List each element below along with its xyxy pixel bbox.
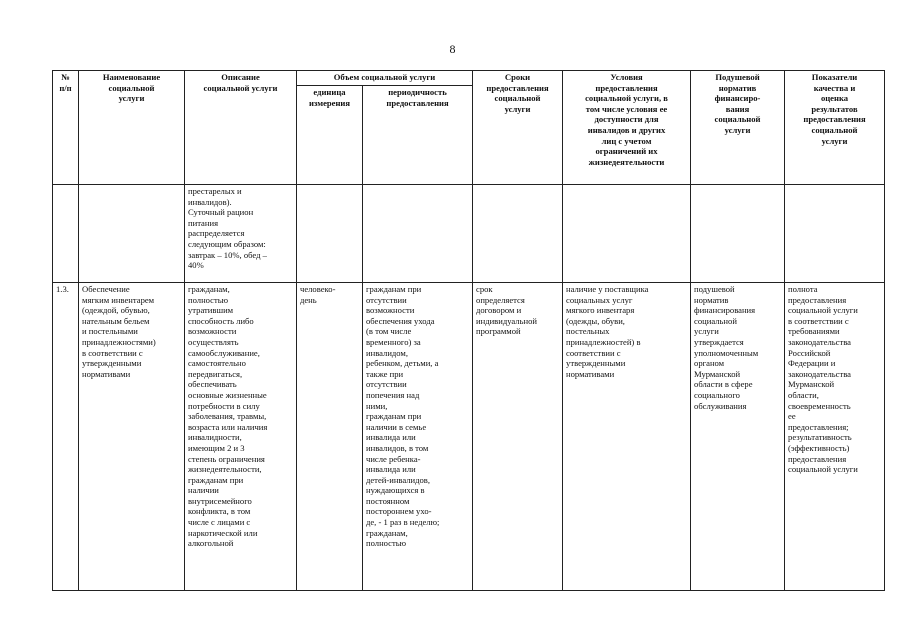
header-conditions: Условия предоставления социальной услуги, в том числе условия ее доступности для инвалидов и других лиц с учетом ограничений их жизнедеятельности: [563, 71, 691, 185]
header-periodicity: периодичность предоставления: [363, 86, 473, 185]
header-description: Описание социальной услуги: [185, 71, 297, 185]
row-num: 1.3.: [56, 284, 69, 294]
header-terms: Сроки предоставления социальной услуги: [473, 71, 563, 185]
row-indicators: полнота предоставления социальной услуги в соответствии с требованиями законодательства Российской Федерации и законодательства Мурманской области, своевременность ее предоставления; результативность (эффективность) предоставления социальной услуги: [788, 284, 858, 475]
header-unit: единица измерения: [297, 86, 363, 185]
row-name: Обеспечение мягким инвентарем (одеждой, обувью, нательным бельем и постельными принадлежностями) в соответствии с утвержденными нормативами: [82, 284, 156, 379]
row-periodicity: гражданам при отсутствии возможности обеспечения ухода (в том числе временного) за инвалидом, ребенком, детьми, а также при отсутствии попечения над ними, гражданам при наличии в семье инвалида или инвалидов, в том числе ребенка- инвалида или детей-инвалидов, нуждающихся в постоянном постороннем ухо- де, - 1 раз в неделю; гражданам, полностью: [366, 284, 440, 549]
continuation-row: [53, 185, 885, 283]
header-volume: Объем социальной услуги: [297, 71, 473, 86]
row-description: гражданам, полностью утратившим способность либо возможности осуществлять самообслуживание, самостоятельно передвигаться, обеспечивать основные жизненные потребности в силу заболевания, травмы, возраста или наличия инвалидности, имеющим 2 и 3 степень ограничения жизнедеятельности, гражданам при наличии внутрисемейного конфликта, в том числе с лицами с наркотической или алкогольной: [188, 284, 268, 549]
row-conditions: наличие у поставщика социальных услуг мягкого инвентаря (одежды, обуви, постельных принадлежностей) в соответствии с утвержденными нормативами: [566, 284, 649, 379]
page-number: 8: [449, 42, 456, 56]
header-row: [53, 71, 885, 86]
header-indicators: Показатели качества и оценка результатов предоставления социальной услуги: [785, 71, 885, 185]
services-table: [52, 70, 885, 591]
row-unit: человеко- день: [300, 284, 336, 305]
header-norm: Подушевой норматив финансиро- вания социальной услуги: [691, 71, 785, 185]
continuation-description: престарелых и инвалидов). Суточный рацион питания распределяется следующим образом: завтрак – 10%, обед – 40%: [188, 186, 267, 271]
header-name: Наименование социальной услуги: [79, 71, 185, 185]
table-row: [53, 283, 885, 591]
row-norm: подушевой норматив финансирования социальной услуги утверждается уполномоченным органом Мурманской области в сфере социального обслуживания: [694, 284, 759, 411]
row-terms: срок определяется договором и индивидуальной программой: [476, 284, 537, 337]
header-num: № п/п: [53, 71, 79, 185]
